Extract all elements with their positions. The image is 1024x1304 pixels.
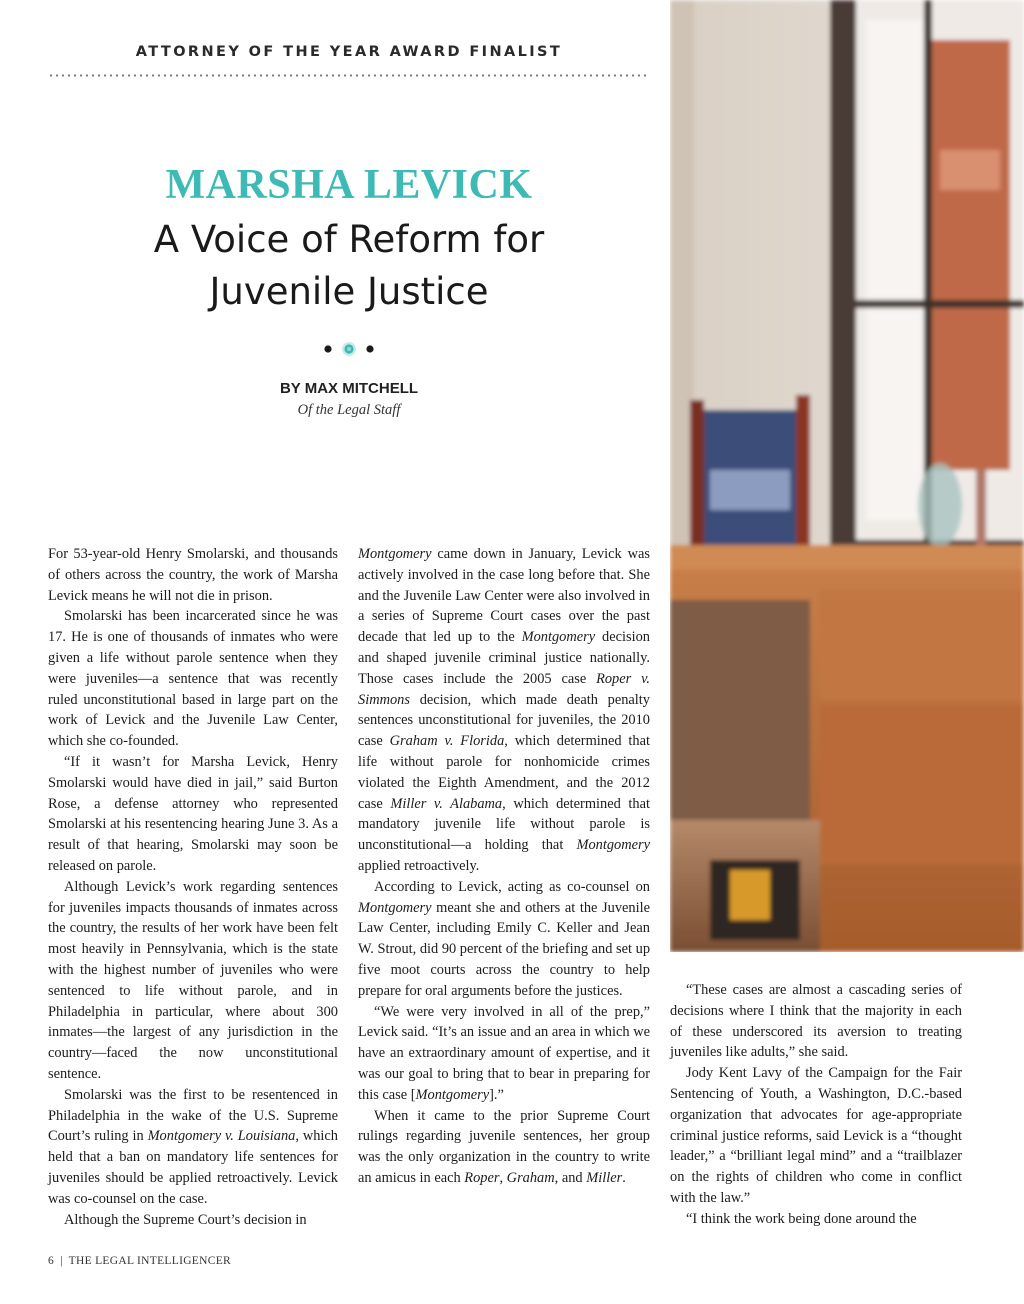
section-kicker: ATTORNEY OF THE YEAR AWARD FINALIST bbox=[135, 44, 563, 60]
headline-line-1: A Voice of Reform for bbox=[153, 218, 545, 261]
case-name: Montgomery bbox=[576, 837, 650, 854]
column-2-paragraph bbox=[358, 877, 650, 1002]
column-1-paragraph: Smolarski has been incarcerated since he was 17. He is one of thousands of inmates who were given a life without parole sentence when they were juveniles—a sentence that was recently ruled unconstitutional based in large part on the work of Levick and the Juvenile Law Center, which she co-founded. bbox=[48, 608, 338, 750]
case-name: Miller bbox=[586, 1169, 623, 1186]
byline-affiliation: Of the Legal Staff bbox=[297, 402, 401, 418]
case-name: Miller v. Alabama bbox=[390, 795, 503, 812]
text-run: came down in January, Levick was actively involved in the case long before that. She and the Juvenile Law Center were also involved in a series of Supreme Court cases over the past decade that led up to the bbox=[358, 546, 650, 646]
text-run: . bbox=[622, 1169, 626, 1186]
column-1-paragraph: Although the Supreme Court’s decision in bbox=[64, 1211, 307, 1228]
text-run: Smolarski was the first to be resentenced in Philadelphia in the wake of the U.S. Supreme Court’s ruling in bbox=[48, 1086, 338, 1145]
column-1-paragraph: Although Levick’s work regarding sentences for juveniles impacts thousands of inmates across the country, the results of her work have been felt most heavily in Pennsylvania, which is the state with the highest number of juveniles who were sentenced to life without parole, and in Philadelphia in particular, where about 300 inmates—the largest of any jurisdiction in the country—faced the now unconstitutional sentence. bbox=[48, 878, 338, 1082]
column-2-paragraph bbox=[358, 1106, 650, 1189]
text-run: “We were very involved in all of the prep,” Levick said. “It’s an issue and an area in which we have an extraordinary amount of expertise, and it was our goal to bring that to bear in preparing for this case [ bbox=[358, 1003, 650, 1103]
case-name: Roper bbox=[464, 1169, 500, 1186]
column-2-paragraph bbox=[358, 544, 650, 877]
article-column-3 bbox=[670, 980, 962, 1230]
case-name: Montgomery bbox=[521, 629, 596, 646]
case-name: Graham bbox=[506, 1169, 555, 1186]
text-run: meant she and others at the Juvenile Law Center, including Emily C. Keller and Jean W. Strout, did 90 percent of the briefing and set up five moot courts across the country to help prepare for oral arguments before the justices. bbox=[358, 899, 651, 999]
case-name: Montgomery bbox=[415, 1086, 490, 1103]
case-name: Roper v. Simmons bbox=[358, 670, 650, 708]
case-name: Graham v. Florida bbox=[389, 733, 505, 750]
column-3-paragraph: “I think the work being done around the bbox=[686, 1210, 917, 1227]
column-1-paragraph: For 53-year-old Henry Smolarski, and thousands of others across the country, the work of Marsha Levick means he will not die in prison. bbox=[48, 546, 338, 604]
page-footer bbox=[48, 1255, 231, 1267]
byline: BY MAX MITCHELL bbox=[279, 380, 419, 397]
column-3-paragraph: Jody Kent Lavy of the Campaign for the Fair Sentencing of Youth, a Washington, D.C.-based organization that advocates for age-appropriate criminal justice reforms, said Levick is a “thought leader,” a “brilliant legal mind” and a “trailblazer on the rights of children who come in conflict with the law.” bbox=[670, 1065, 962, 1206]
text-run: , which determined that mandatory juvenile life without parole is unconstitutional—a holding that bbox=[358, 795, 650, 854]
subject-name: MARSHA LEVICK bbox=[165, 162, 533, 208]
article-headline bbox=[48, 214, 650, 318]
text-run: , and bbox=[554, 1169, 587, 1186]
footer-separator: | bbox=[60, 1255, 63, 1267]
column-3-paragraph: “These cases are almost a cascading series of decisions where I think that the majority in each of these underscored its aversion to treating juveniles like adults,” she said. bbox=[670, 982, 962, 1061]
case-name: Montgomery bbox=[358, 546, 432, 562]
case-name: Montgomery v. Louisiana bbox=[147, 1128, 296, 1145]
case-name: Montgomery bbox=[358, 899, 432, 916]
column-1-paragraph: “If it wasn’t for Marsha Levick, Henry Smolarski would have died in jail,” said Burton Rose, a defense attorney who represented Smolarski at his resentencing hearing June 3. As a result of that hearing, Smolarski may soon be released on parole. bbox=[48, 753, 338, 874]
headline-line-2: Juvenile Justice bbox=[209, 270, 489, 313]
article-column-1 bbox=[48, 544, 338, 1230]
text-run: According to Levick, acting as co-counsel on bbox=[374, 878, 650, 895]
article-column-2 bbox=[358, 544, 650, 1189]
text-run: applied retroactively. bbox=[358, 857, 480, 874]
text-run: , bbox=[499, 1169, 507, 1186]
text-run: ].” bbox=[489, 1086, 504, 1103]
dotted-divider bbox=[48, 74, 650, 77]
text-run: , which determined that life without parole for nonhomicide crimes violated the Eighth Amendment, and the 2012 case bbox=[358, 733, 650, 812]
publication-name: THE LEGAL INTELLIGENCER bbox=[68, 1255, 231, 1267]
text-run: When it came to the prior Supreme Court rulings regarding juvenile sentences, her group was the only organization in the country to write an amicus in each bbox=[358, 1107, 650, 1186]
column-1-paragraph bbox=[48, 1085, 338, 1210]
office-desk-photo bbox=[670, 0, 1024, 952]
dot-ornament-icon bbox=[322, 338, 376, 360]
text-run: decision, which made death penalty sentences unconstitutional for juveniles, the 2010 case bbox=[358, 691, 650, 750]
text-run: , which held that a ban on mandatory life sentences for juveniles should be applied retroactively. Levick was co-counsel on the case. bbox=[48, 1128, 338, 1207]
page-number: 6 bbox=[48, 1255, 55, 1267]
text-run: decision and shaped juvenile criminal justice nationally. Those cases include the 2005 case bbox=[358, 629, 650, 687]
column-2-paragraph bbox=[358, 1002, 650, 1106]
